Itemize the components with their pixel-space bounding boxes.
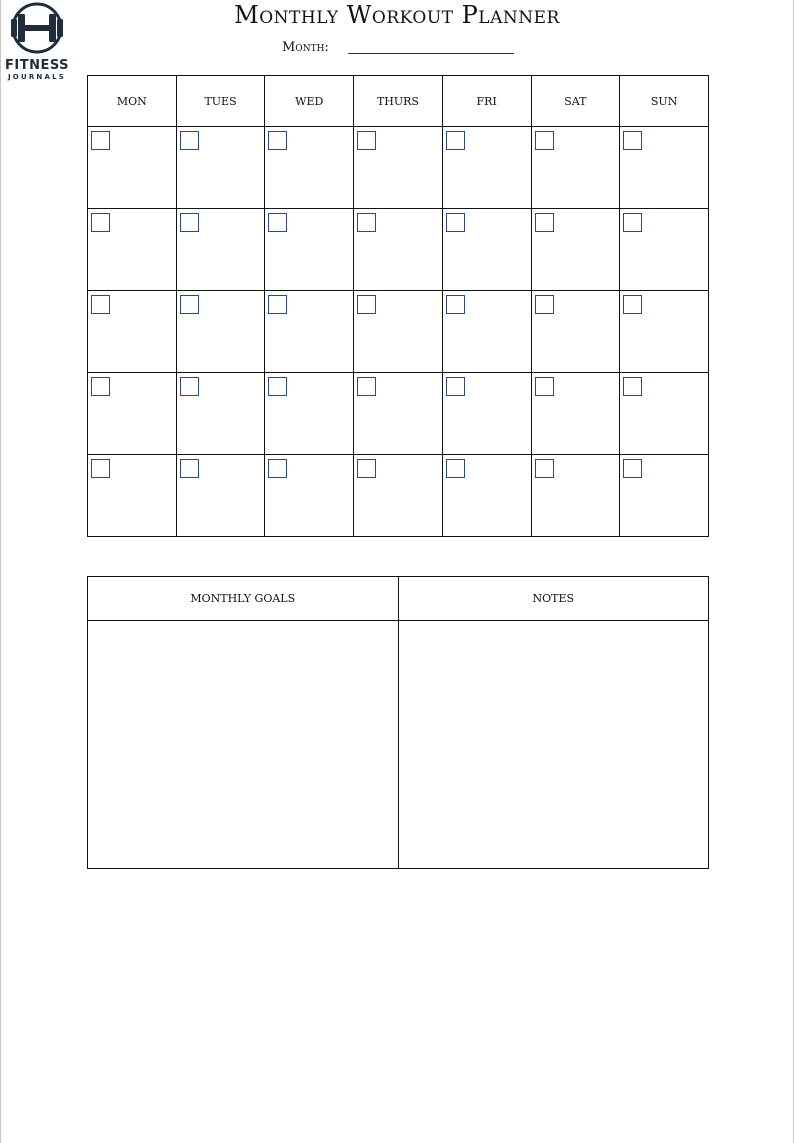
- day-cell[interactable]: [176, 455, 265, 537]
- week-row: [88, 291, 709, 373]
- workout-checkbox[interactable]: [535, 213, 554, 232]
- workout-checkbox[interactable]: [91, 459, 110, 478]
- workout-checkbox[interactable]: [268, 131, 287, 150]
- workout-checkbox[interactable]: [357, 459, 376, 478]
- day-header-fri: FRI: [442, 76, 531, 127]
- month-label: Month:: [282, 40, 329, 55]
- monthly-goals-header: MONTHLY GOALS: [88, 577, 399, 621]
- workout-checkbox[interactable]: [268, 213, 287, 232]
- day-header-sun: SUN: [620, 76, 709, 127]
- workout-checkbox[interactable]: [91, 131, 110, 150]
- day-cell[interactable]: [620, 291, 709, 373]
- logo-subtitle: JOURNALS: [7, 73, 66, 81]
- workout-checkbox[interactable]: [180, 213, 199, 232]
- workout-checkbox[interactable]: [357, 131, 376, 150]
- day-cell[interactable]: [531, 127, 620, 209]
- workout-checkbox[interactable]: [268, 459, 287, 478]
- day-cell[interactable]: [531, 455, 620, 537]
- notes-header: NOTES: [398, 577, 709, 621]
- workout-checkbox[interactable]: [535, 295, 554, 314]
- workout-checkbox[interactable]: [180, 295, 199, 314]
- day-cell[interactable]: [176, 209, 265, 291]
- workout-checkbox[interactable]: [623, 131, 642, 150]
- day-cell[interactable]: [265, 291, 354, 373]
- day-cell[interactable]: [620, 127, 709, 209]
- day-cell[interactable]: [265, 209, 354, 291]
- day-cell[interactable]: [88, 209, 177, 291]
- day-cell[interactable]: [531, 373, 620, 455]
- day-cell[interactable]: [176, 291, 265, 373]
- monthly-goals-area[interactable]: [88, 621, 399, 869]
- workout-checkbox[interactable]: [180, 377, 199, 396]
- day-header-row: [88, 76, 709, 127]
- day-header-mon: MON: [88, 76, 177, 127]
- day-cell[interactable]: [442, 373, 531, 455]
- day-cell[interactable]: [531, 291, 620, 373]
- workout-checkbox[interactable]: [623, 295, 642, 314]
- workout-checkbox[interactable]: [91, 213, 110, 232]
- workout-checkbox[interactable]: [268, 377, 287, 396]
- workout-calendar: [87, 75, 709, 537]
- day-cell[interactable]: [88, 291, 177, 373]
- workout-checkbox[interactable]: [623, 459, 642, 478]
- notes-area[interactable]: [398, 621, 709, 869]
- page-edge-left: [0, 0, 1, 1143]
- day-cell[interactable]: [442, 209, 531, 291]
- week-row: [88, 209, 709, 291]
- month-field[interactable]: [348, 53, 514, 54]
- workout-checkbox[interactable]: [91, 295, 110, 314]
- page-title: Monthly Workout Planner: [234, 1, 560, 29]
- day-cell[interactable]: [354, 373, 443, 455]
- day-cell[interactable]: [265, 455, 354, 537]
- workout-checkbox[interactable]: [268, 295, 287, 314]
- day-header-thurs: THURS: [354, 76, 443, 127]
- day-cell[interactable]: [531, 209, 620, 291]
- day-cell[interactable]: [176, 127, 265, 209]
- day-header-sat: SAT: [531, 76, 620, 127]
- workout-checkbox[interactable]: [357, 377, 376, 396]
- workout-checkbox[interactable]: [623, 377, 642, 396]
- workout-checkbox[interactable]: [535, 377, 554, 396]
- workout-checkbox[interactable]: [446, 295, 465, 314]
- day-cell[interactable]: [442, 291, 531, 373]
- day-header-wed: WED: [265, 76, 354, 127]
- day-cell[interactable]: [354, 291, 443, 373]
- workout-checkbox[interactable]: [535, 131, 554, 150]
- calendar-body: [88, 127, 709, 537]
- day-cell[interactable]: [354, 455, 443, 537]
- day-cell[interactable]: [442, 455, 531, 537]
- day-cell[interactable]: [265, 373, 354, 455]
- workout-checkbox[interactable]: [623, 213, 642, 232]
- day-cell[interactable]: [354, 209, 443, 291]
- workout-checkbox[interactable]: [91, 377, 110, 396]
- day-cell[interactable]: [620, 209, 709, 291]
- workout-checkbox[interactable]: [446, 131, 465, 150]
- week-row: [88, 127, 709, 209]
- workout-checkbox[interactable]: [446, 459, 465, 478]
- day-cell[interactable]: [88, 373, 177, 455]
- workout-checkbox[interactable]: [180, 131, 199, 150]
- workout-checkbox[interactable]: [357, 295, 376, 314]
- workout-checkbox[interactable]: [357, 213, 376, 232]
- day-header-tues: TUES: [176, 76, 265, 127]
- workout-checkbox[interactable]: [535, 459, 554, 478]
- day-cell[interactable]: [176, 373, 265, 455]
- goals-notes-table: [87, 576, 709, 869]
- day-cell[interactable]: [88, 127, 177, 209]
- workout-checkbox[interactable]: [446, 377, 465, 396]
- day-cell[interactable]: [620, 373, 709, 455]
- day-cell[interactable]: [620, 455, 709, 537]
- workout-checkbox[interactable]: [180, 459, 199, 478]
- logo-wordmark: FITNESS: [5, 58, 69, 73]
- day-cell[interactable]: [265, 127, 354, 209]
- day-cell[interactable]: [354, 127, 443, 209]
- week-row: [88, 455, 709, 537]
- day-cell[interactable]: [442, 127, 531, 209]
- workout-checkbox[interactable]: [446, 213, 465, 232]
- day-cell[interactable]: [88, 455, 177, 537]
- week-row: [88, 373, 709, 455]
